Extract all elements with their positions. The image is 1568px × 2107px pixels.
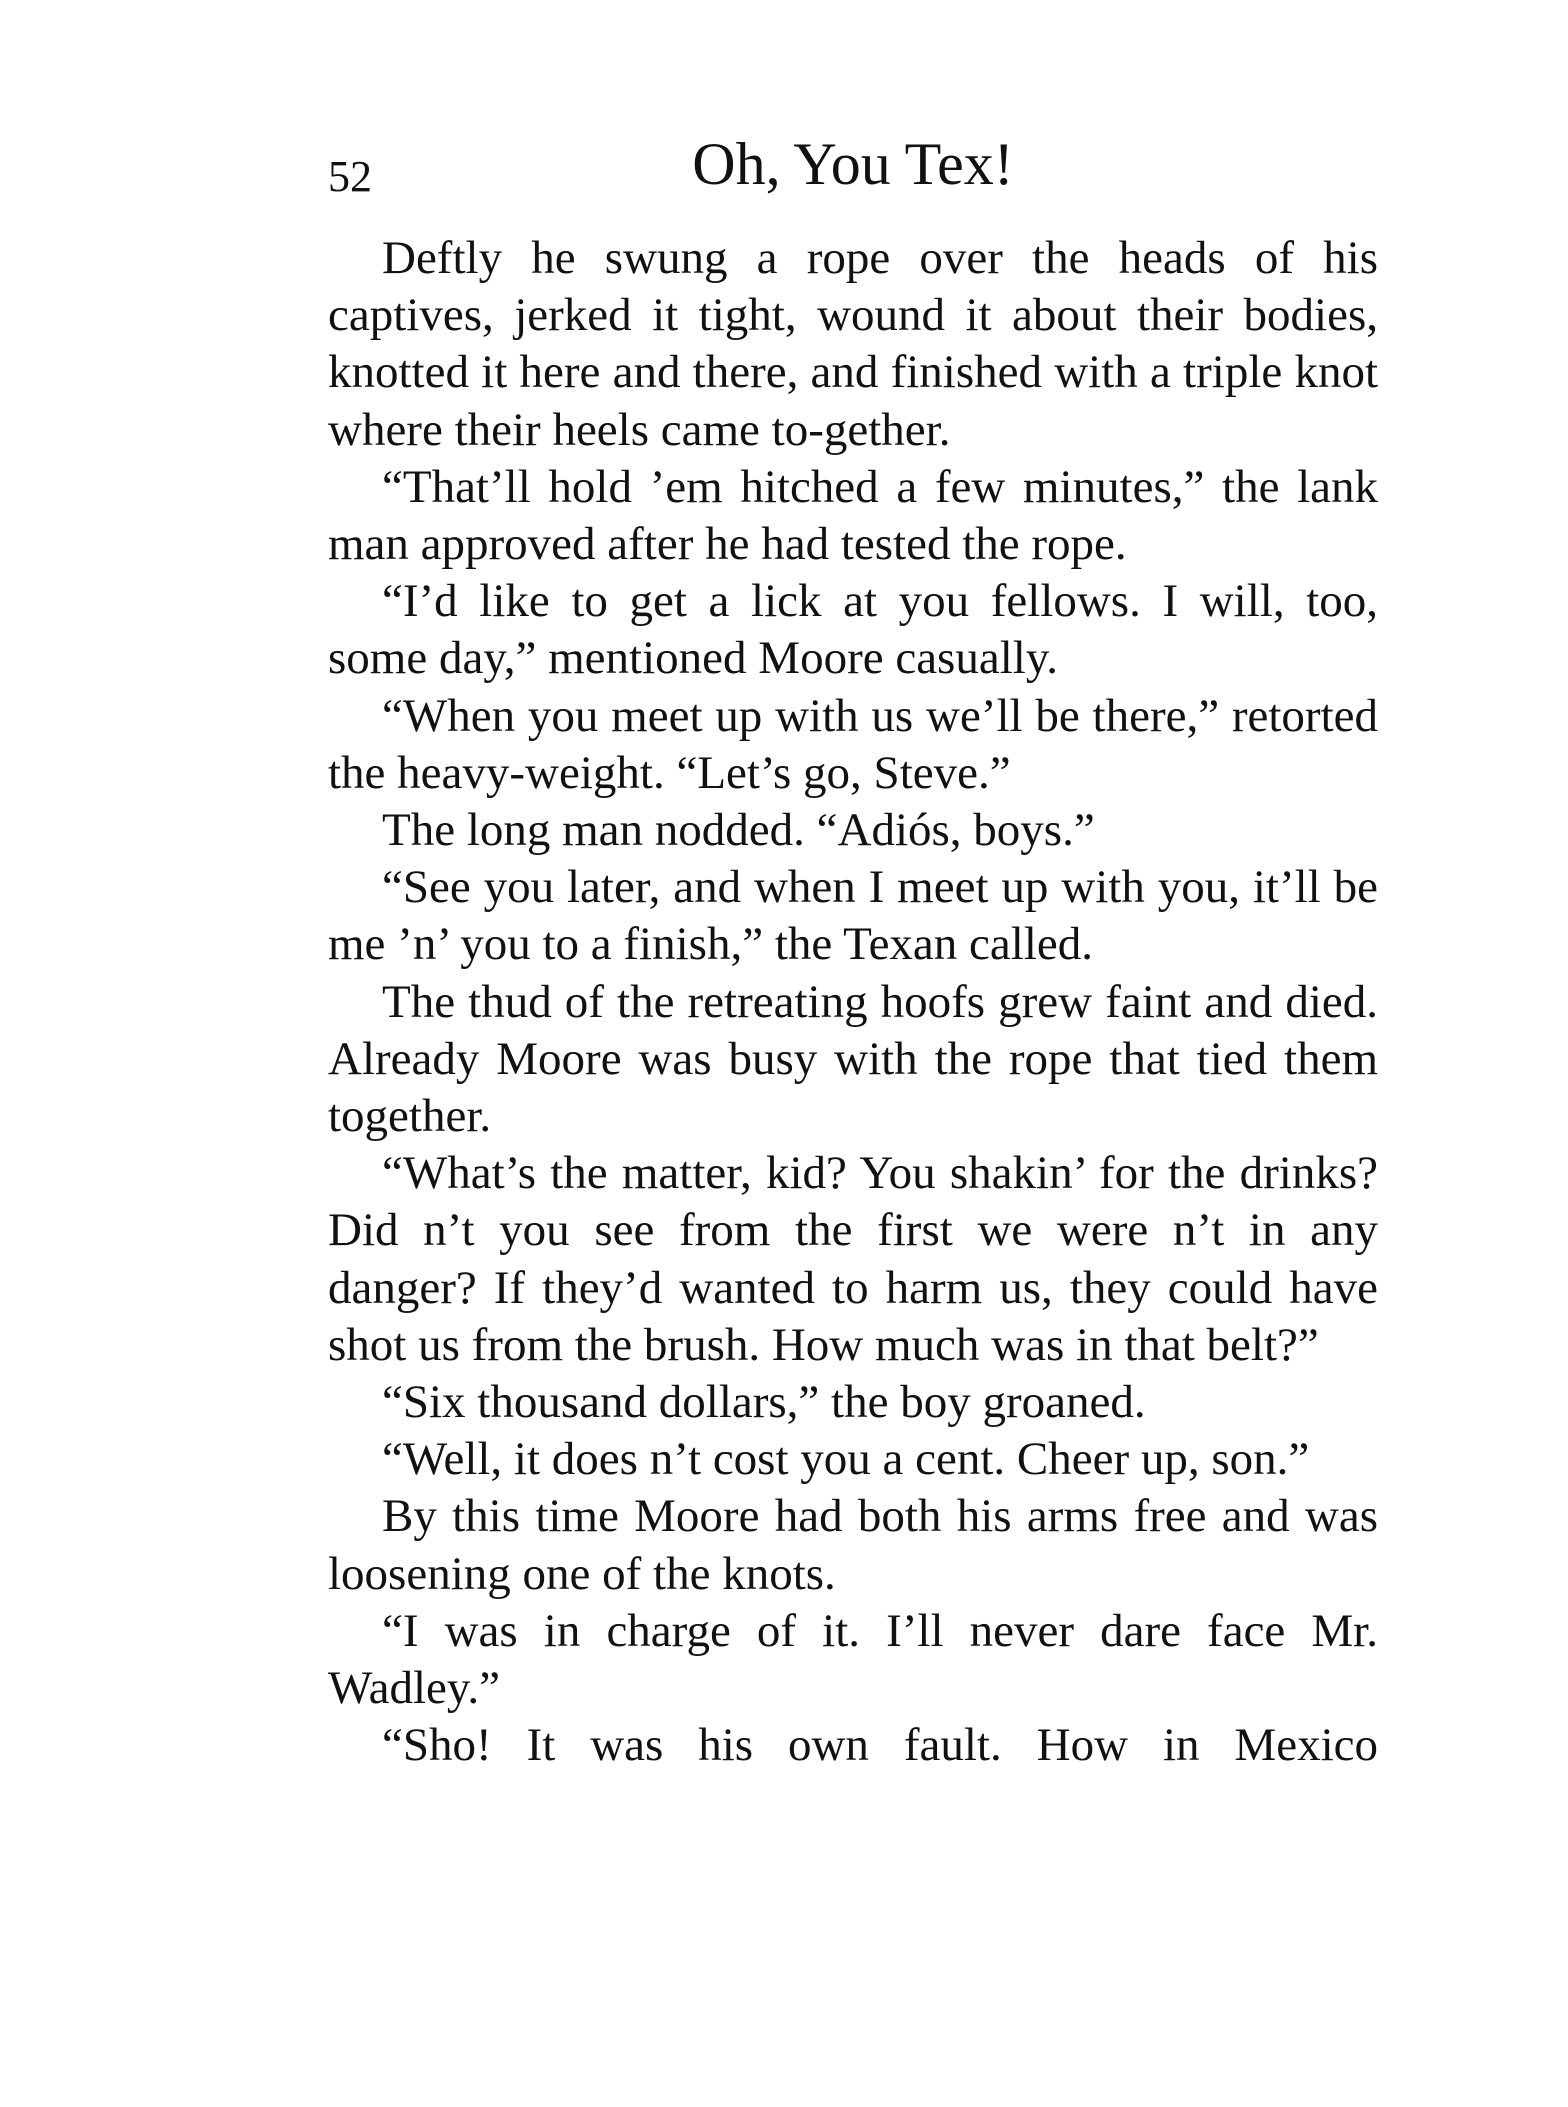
paragraph: By this time Moore had both his arms free and was loosening one of the knots. [328,1490,1378,1600]
running-title: Oh, You Tex! [692,131,1014,197]
paragraph: “Sho! It was his own fault. How in Mexico [382,1719,1378,1772]
paragraph: “When you meet up with us we’ll be there,” retorted the heavy-weight. “Let’s go, Steve.” [328,689,1378,799]
paragraph: “I was in charge of it. I’ll never dare face Mr. Wadley.” [328,1604,1378,1715]
paragraph: The thud of the retreating hoofs grew faint and died. Already Moore was busy with the rope that tied them together. [328,975,1378,1143]
paragraph: “See you later, and when I meet up with you, it’ll be me ’n’ you to a finish,” the Texan called. [328,861,1378,971]
paragraph: “Well, it does n’t cost you a cent. Cheer up, son.” [382,1433,1310,1486]
paragraph: “What’s the matter, kid? You shakin’ for the drinks? Did n’t you see from the first we were n’t in any danger? If they’d wanted to harm us, they could have shot us from the brush. How much was in that belt?” [328,1147,1378,1371]
page-header [328,128,1378,218]
paragraph: “Six thousand dollars,” the boy groaned. [382,1376,1146,1429]
paragraph: The long man nodded. “Adiós, boys.” [382,804,1095,857]
paragraph: “I’d like to get a lick at you fellows. I will, too, some day,” mentioned Moore casually. [328,575,1378,685]
body-text [328,230,1378,1774]
page-number: 52 [328,152,372,201]
paragraph: Deftly he swung a rope over the heads of his captives, jerked it tight, wound it about their bodies, knotted it here and there, and finished with a triple knot where their heels came to-gether. [328,232,1378,456]
paragraph: “That’ll hold ’em hitched a few minutes,” the lank man approved after he had tested the rope. [328,460,1378,571]
